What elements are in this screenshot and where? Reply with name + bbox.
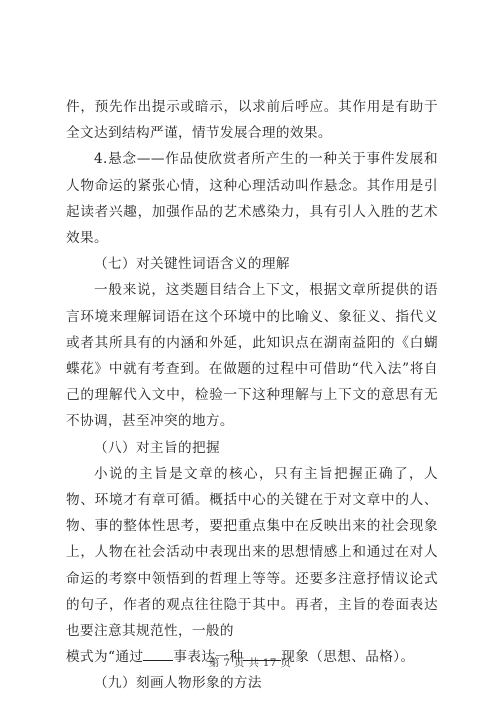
formula-text-after: 现象（思想、品格）。 (281, 649, 415, 666)
page-footer: 第 7 页 共 17 页 (208, 657, 292, 669)
section-heading-characterization: （九）刻画人物形象的方法 (94, 675, 262, 692)
section-heading-theme: （八）对主旨的把握 (94, 439, 220, 456)
paragraph-suspense: 4.悬念——作品使欣赏者所产生的一种关于事件发展和人物命运的紧张心情，这种心理活动叫作悬念。其作用是引起读者兴趣，加强作品的艺术感染力，具有引人入胜的艺术效果。 (66, 151, 438, 247)
formula-text-before: 模式为“通过 (66, 649, 144, 666)
paragraph-foreshadowing-end: 件，预先作出提示或暗示，以求前后呼应。其作用是有助于全文达到结构严谨，情节发展合理的效果。 (66, 99, 438, 142)
paragraph-keywords: 一般来说，这类题目结合上下文，根据文章所提供的语言环境来理解词语在这个环境中的比喻义、象征义、指代义或者其所具有的内涵和外延，此知识点在湖南益阳的《白蝴蝶花》中就有考查到。在做题的过程中可借助“代入法”将自己的理解代入文中，检验一下这种理解与上下文的意思有无不协调，甚至冲突的地方。 (66, 282, 438, 430)
document-body (66, 94, 438, 697)
paragraph-theme: 小说的主旨是文章的核心，只有主旨把握正确了，人物、环境才有章可循。概括中心的关键在于对文章中的人、物、事的整体性思考，要把重点集中在反映出来的社会现象上，人物在社会活动中表现出来的思想情感上和通过在对人命运的考察中领悟到的哲理上等等。还要多注意抒情议论式的句子，作者的观点往往隐于其中。再者，主旨的卷面表达也要注意其规范性，一般的 (66, 465, 438, 640)
section-heading-keywords: （七）对关键性词语含义的理解 (94, 256, 290, 273)
formula-text-mid: 事表达一种 (173, 649, 244, 666)
